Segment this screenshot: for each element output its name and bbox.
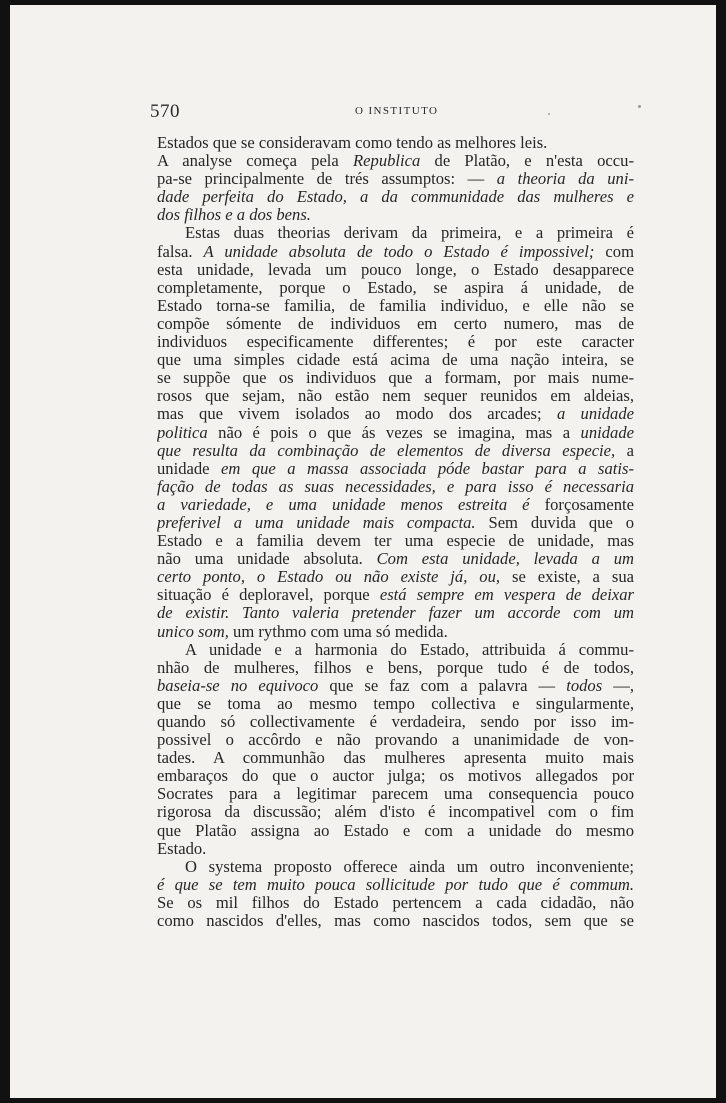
italic-text: a theoria da uni- <box>496 170 634 189</box>
text-line <box>157 442 634 460</box>
text-line <box>157 822 634 840</box>
text-segment: Socrates para a legitimar parecem uma consequencia pouco <box>157 785 634 804</box>
text-segment: nhão de mulheres, filhos e bens, porque tudo é de todos, <box>157 658 634 677</box>
text-line <box>157 224 634 242</box>
text-segment: Sem duvida que o <box>475 513 634 532</box>
text-line <box>157 785 634 803</box>
text-segment: O systema proposto offerece ainda um outro inconveniente; <box>185 857 634 876</box>
text-segment: um rythmo com uma só medida. <box>228 622 448 641</box>
text-segment: como nascidos d'elles, mas como nascidos todos, sem que se <box>157 912 634 931</box>
italic-text: todos <box>566 676 603 695</box>
text-line <box>157 713 634 731</box>
text-segment: que se faz com a palavra — <box>318 676 567 695</box>
text-line <box>157 188 634 206</box>
text-segment: completamente, porque o Estado, se aspira á unidade, de <box>157 278 634 297</box>
italic-text: a variedade, e uma unidade menos estreita é <box>157 495 530 514</box>
text-segment: mas que vivem isolados ao modo dos arcades; <box>157 405 557 424</box>
text-segment: com <box>594 242 634 261</box>
text-line <box>157 550 634 568</box>
text-line <box>157 803 634 821</box>
text-segment: se existe, a sua <box>500 568 634 587</box>
italic-text: está sempre em vespera de deixar <box>379 586 634 605</box>
text-segment: Estados que se consideravam como tendo as melhores leis. <box>157 134 548 152</box>
page-number: 570 <box>150 101 180 122</box>
italic-text: unidade <box>580 423 634 442</box>
text-line <box>157 623 634 641</box>
text-segment: que uma simples cidade está acima de uma nação inteira, se <box>157 351 634 370</box>
text-segment: compõe sómente de individuos em certo numero, mas de <box>157 314 634 333</box>
text-segment: quando só collectivamente é verdadeira, sendo por isso im- <box>157 713 634 731</box>
text-segment: Estado torna-se familia, de familia individuo, e elle não se <box>157 296 634 315</box>
text-segment: unidade <box>157 459 221 478</box>
page-header <box>150 101 638 121</box>
text-segment: Estado e a familia devem ter uma especie de unidade, mas <box>157 532 634 551</box>
text-line <box>157 641 634 659</box>
text-line <box>157 568 634 586</box>
text-line <box>157 496 634 514</box>
text-segment: Estado. <box>157 839 207 858</box>
italic-text: Republica <box>353 152 421 171</box>
text-segment: não uma unidade absoluta. <box>157 550 377 569</box>
text-segment: não é pois o que ás vezes se imagina, mas a <box>207 423 581 442</box>
text-line <box>157 604 634 622</box>
text-line <box>157 460 634 478</box>
italic-text: Com esta unidade, levada a um <box>376 550 634 569</box>
text-line <box>157 840 634 858</box>
text-line <box>157 315 634 333</box>
text-segment: rosos que sejam, não estão nem sequer reunidos em aldeias, <box>157 387 634 406</box>
text-line <box>157 659 634 677</box>
text-line <box>157 351 634 369</box>
text-line <box>157 912 634 930</box>
text-segment: rigorosa da discussão; além d'isto é incompativel com o fim <box>157 803 634 822</box>
italic-text: que resulta da combinação de elementos de diversa especie, <box>157 441 616 460</box>
text-segment: de Platão, e n'esta occu- <box>420 152 634 171</box>
italic-text: dos filhos e a dos bens. <box>157 206 311 225</box>
text-line <box>157 677 634 695</box>
text-line <box>157 261 634 279</box>
text-segment: forçosamente <box>529 495 634 514</box>
text-line <box>157 767 634 785</box>
text-line <box>157 478 634 496</box>
italic-text: preferivel a uma unidade mais compacta. <box>157 513 476 532</box>
italic-text: é que se tem muito pouca sollicitude por tudo que é commum. <box>157 875 634 894</box>
book-page <box>10 5 716 1098</box>
text-segment: possivel o accôrdo e não provando a unanimidade de von- <box>157 731 634 750</box>
italic-text: de existir. Tanto valeria pretender fazer um accorde com um <box>157 604 634 623</box>
italic-text: certo ponto, o Estado ou não existe já, ou, <box>157 568 501 587</box>
text-segment: —, <box>602 676 634 695</box>
text-segment: que Platão assigna ao Estado e com a unidade do mesmo <box>157 821 634 840</box>
text-line <box>157 206 634 224</box>
text-segment: a <box>615 441 634 460</box>
text-segment: A analyse começa pela <box>157 152 354 171</box>
text-line <box>157 369 634 387</box>
italic-text: unico som, <box>157 622 229 641</box>
text-line <box>157 695 634 713</box>
text-line <box>157 586 634 604</box>
text-line <box>157 858 634 876</box>
italic-text: dade perfeita do Estado, a da communidade das mulheres e <box>157 188 634 207</box>
text-segment: embaraços do que o auctor julga; os motivos allegados por <box>157 767 634 786</box>
text-segment: A unidade e a harmonia do Estado, attribuida á commu- <box>185 640 634 659</box>
text-line <box>157 297 634 315</box>
text-segment: pa-se principalmente de trés assumptos: — <box>157 170 497 189</box>
text-line <box>157 749 634 767</box>
text-segment: que se toma ao mesmo tempo collectiva e singularmente, <box>157 694 634 713</box>
text-line <box>157 279 634 297</box>
text-line <box>157 514 634 532</box>
italic-text: baseia-se no equivoco <box>157 676 319 695</box>
paper-speck <box>638 105 641 108</box>
text-segment: Se os mil filhos do Estado pertencem a cada cidadão, não <box>157 893 634 912</box>
text-line <box>157 243 634 261</box>
italic-text: A unidade absoluta de todo o Estado é impossivel; <box>203 242 595 261</box>
italic-text: politica <box>157 423 208 442</box>
text-line <box>157 532 634 550</box>
text-line <box>157 387 634 405</box>
running-title: O INSTITUTO <box>355 105 439 117</box>
text-line <box>157 424 634 442</box>
text-line <box>157 894 634 912</box>
text-line <box>157 333 634 351</box>
text-segment: tades. A communhão das mulheres apresenta muito mais <box>157 749 634 768</box>
text-line <box>157 876 634 894</box>
text-line <box>157 731 634 749</box>
text-segment: esta unidade, levada um pouco longe, o Estado desapparece <box>157 260 634 279</box>
text-line <box>157 134 634 152</box>
text-line <box>157 152 634 170</box>
text-segment: se suppõe que os individuos que a formam, por mais nume- <box>157 369 634 388</box>
body-text <box>157 134 634 930</box>
italic-text: fação de todas as suas necessidades, e para isso é necessaria <box>157 477 634 496</box>
italic-text: a unidade <box>556 405 634 424</box>
text-line <box>157 405 634 423</box>
text-segment: Estas duas theorias derivam da primeira, e a primeira é <box>185 224 634 243</box>
text-segment: individuos especificamente differentes; é por este caracter <box>157 333 634 352</box>
text-line <box>157 170 634 188</box>
text-segment: falsa. <box>157 242 204 261</box>
text-segment: situação é deploravel, porque <box>157 586 380 605</box>
italic-text: em que a massa associada póde bastar para a satis- <box>221 459 634 478</box>
